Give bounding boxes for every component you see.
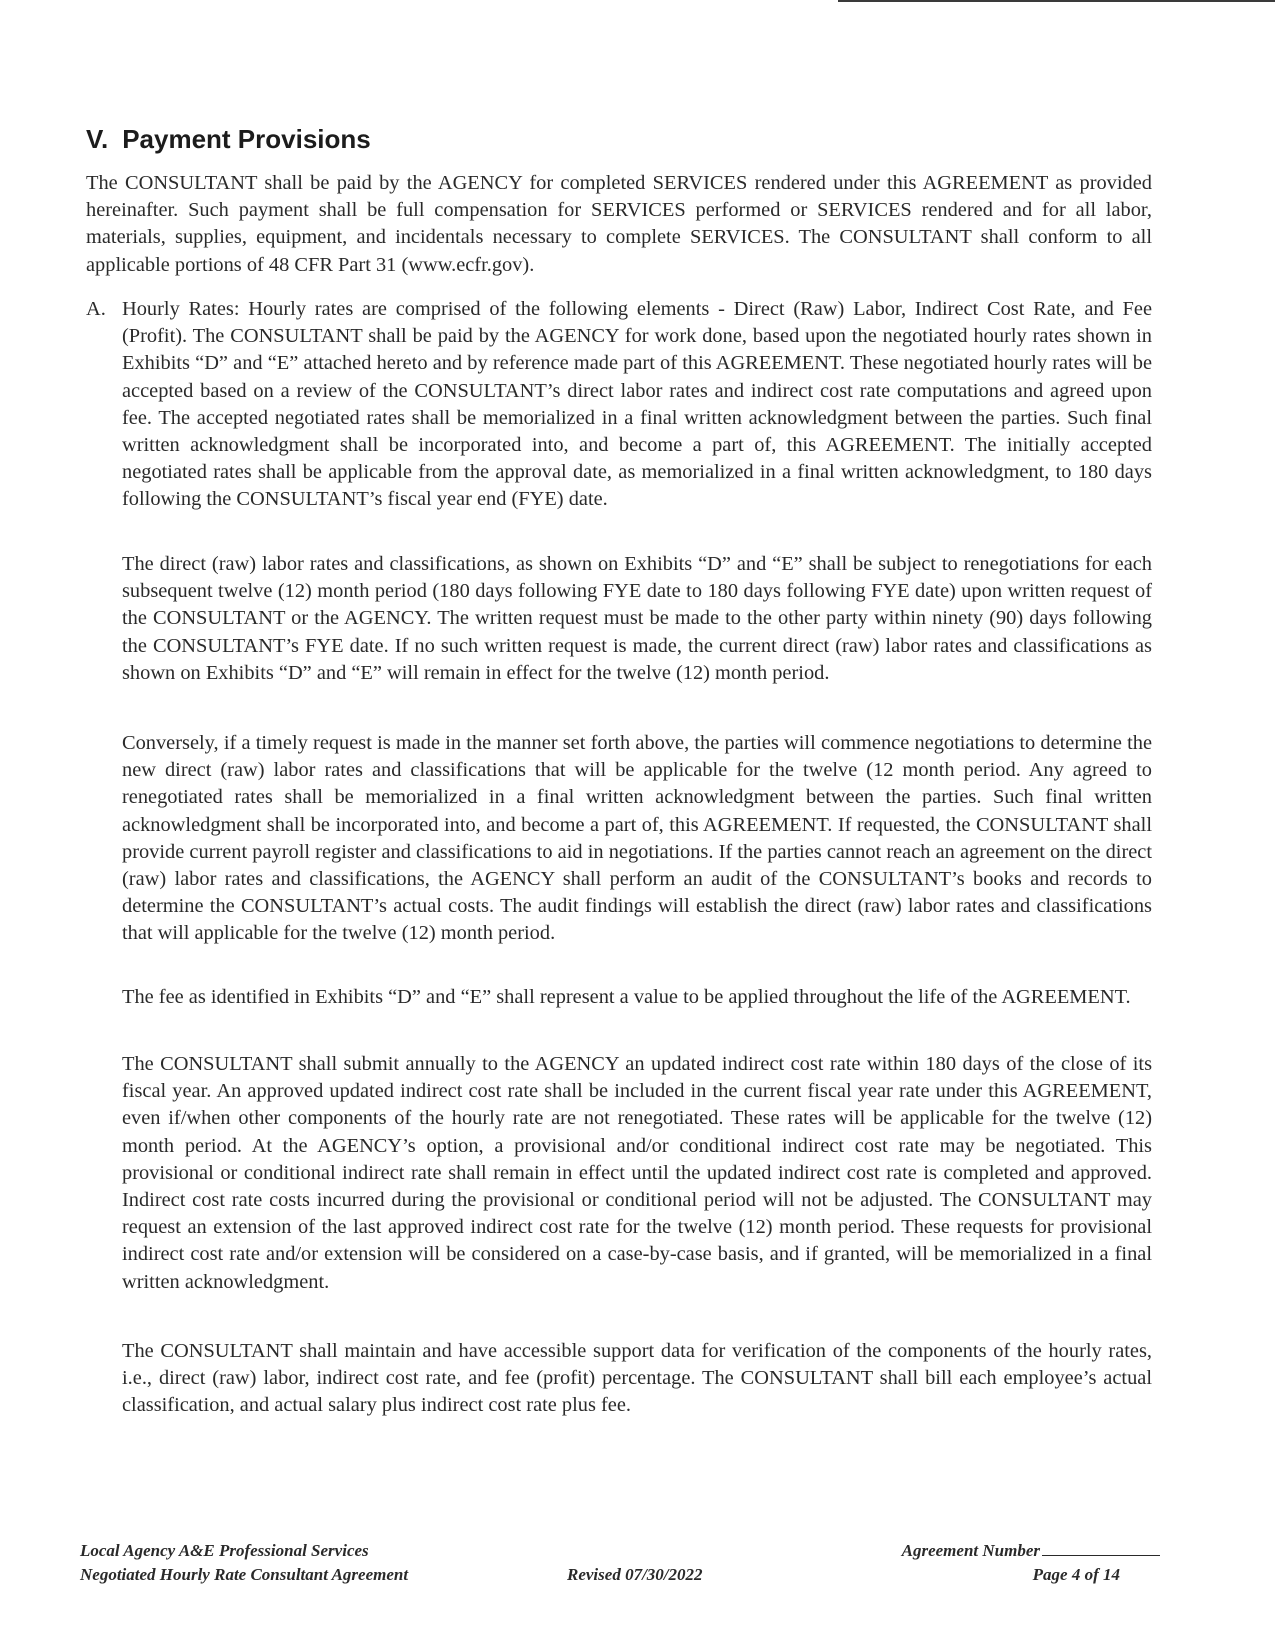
item-a-label: A. <box>86 298 106 320</box>
section-heading <box>86 124 371 155</box>
item-a-paragraph-2: The direct (raw) labor rates and classifications, as shown on Exhibits “D” and “E” shall be subject to renegotiations for each subsequent twelve (12) month period (180 days following FYE date to 180 days following FYE date) upon written request of the CONSULTANT or the AGENCY. The written request must be made to the other party within ninety (90) days following the CONSULTANT’s FYE date. If no such written request is made, the current direct (raw) labor rates and classifications as shown on Exhibits “D” and “E” will remain in effect for the twelve (12) month period. <box>122 553 1152 684</box>
item-a-paragraph-3: Conversely, if a timely request is made in the manner set forth above, the parties will commence negotiations to determine the new direct (raw) labor rates and classifications that will be applicable for the twelve (12 month period. Any agreed to renegotiated rates shall be memorialized in a final written acknowledgment between the parties. Such final written acknowledgment shall be incorporated into, and become a part of, this AGREEMENT. If requested, the CONSULTANT shall provide current payroll register and classifications to aid in negotiations. If the parties cannot reach an agreement on the direct (raw) labor rates and classifications, the AGENCY shall perform an audit of the CONSULTANT’s books and records to determine the CONSULTANT’s actual costs. The audit findings will establish the direct (raw) labor rates and classifications that will applicable for the twelve (12) month period. <box>122 732 1152 945</box>
agreement-number-blank-line <box>1042 1541 1160 1556</box>
item-a-paragraph-6: The CONSULTANT shall maintain and have accessible support data for verification of the components of the hourly rates, i.e., direct (raw) labor, indirect cost rate, and fee (profit) percentage. The CONSULTANT shall bill each employee’s actual classification, and actual salary plus indirect cost rate plus fee. <box>122 1340 1152 1417</box>
footer-right <box>880 1539 1160 1587</box>
item-a-paragraph-1: Hourly Rates: Hourly rates are comprised of the following elements - Direct (Raw) Labor, Indirect Cost Rate, and Fee (Profit). The CONSULTANT shall be paid by the AGENCY for work done, based upon the negotiated hourly rates shown in Exhibits “D” and “E” attached hereto and by reference made part of this AGREEMENT. These negotiated hourly rates will be accepted based on a review of the CONSULTANT’s direct labor rates and indirect cost rate computations and agreed upon fee. The accepted negotiated rates shall be memorialized in a final written acknowledgment between the parties. Such final written acknowledgment shall be incorporated into, and become a part of, this AGREEMENT. The initially accepted negotiated rates shall be applicable from the approval date, as memorialized in a final written acknowledgment, to 180 days following the CONSULTANT’s fiscal year end (FYE) date. <box>122 298 1152 511</box>
footer-page-number: Page 4 of 14 <box>1032 1565 1120 1584</box>
section-number: V. <box>86 124 109 154</box>
footer-revised-date: Revised 07/30/2022 <box>567 1565 703 1584</box>
section-title: Payment Provisions <box>122 124 371 154</box>
item-a-paragraph-5: The CONSULTANT shall submit annually to the AGENCY an updated indirect cost rate within 180 days of the close of its fiscal year. An approved updated indirect cost rate shall be included in the current fiscal year rate under this AGREEMENT, even if/when other components of the hourly rate are not renegotiated. These rates will be applicable for the twelve (12) month period. At the AGENCY’s option, a provisional and/or conditional indirect cost rate may be negotiated. This provisional or conditional indirect rate shall remain in effect until the updated indirect cost rate is completed and approved. Indirect cost rate costs incurred during the provisional or conditional period will not be adjusted. The CONSULTANT may request an extension of the last approved indirect cost rate for the twelve (12) month period. These requests for provisional indirect cost rate and/or extension will be considered on a case-by-case basis, and if granted, will be memorialized in a final written acknowledgment. <box>122 1053 1152 1293</box>
footer-agreement-type: Negotiated Hourly Rate Consultant Agreement <box>80 1565 409 1584</box>
footer-program-title: Local Agency A&E Professional Services <box>80 1541 369 1560</box>
agreement-number-label: Agreement Number <box>901 1541 1040 1560</box>
item-a-paragraph-4: The fee as identified in Exhibits “D” and “E” shall represent a value to be applied throughout the life of the AGREEMENT. <box>122 986 1131 1008</box>
top-rule <box>838 0 1275 2</box>
footer-left <box>80 1539 408 1587</box>
item-a <box>86 296 1152 514</box>
intro-paragraph: The CONSULTANT shall be paid by the AGENCY for completed SERVICES rendered under this AGREEMENT as provided hereinafter. Such payment shall be full compensation for SERVICES performed or SERVICES rendered and for all labor, materials, supplies, equipment, and incidentals necessary to complete SERVICES. The CONSULTANT shall conform to all applicable portions of 48 CFR Part 31 (www.ecfr.gov). <box>86 172 1152 276</box>
footer-agreement-number <box>880 1539 1160 1563</box>
